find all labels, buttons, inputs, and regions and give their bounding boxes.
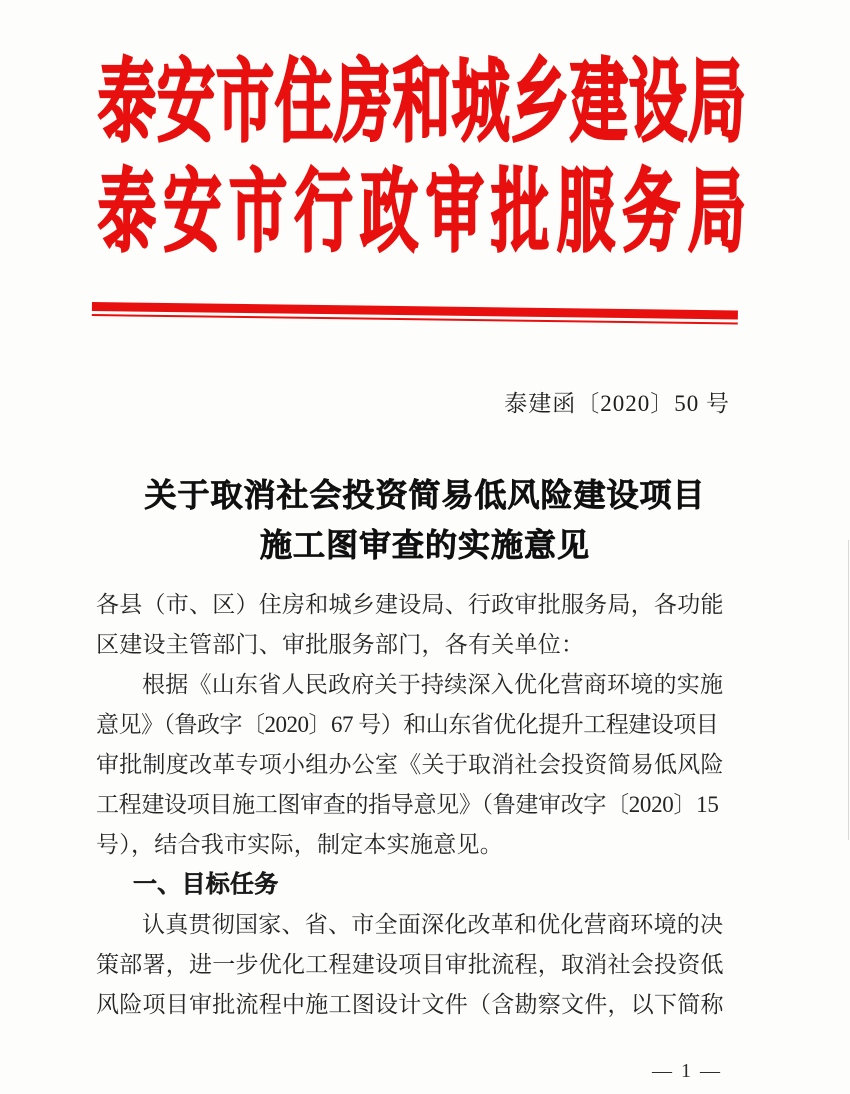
letterhead-char: 安 [156, 51, 215, 153]
body-line: 风险项目审批流程中施工图设计文件（含勘察文件，以下简称 [96, 992, 724, 1017]
letterhead-char: 城 [451, 51, 510, 153]
section-heading: 一、目标任务 [133, 871, 279, 898]
letterhead-char: 市 [229, 161, 288, 263]
body-line: 号），结合我市实际，制定本实施意见。 [96, 832, 503, 857]
letterhead-char: 设 [628, 51, 687, 153]
letterhead-char: 泰 [98, 161, 157, 263]
letterhead-char: 安 [163, 161, 222, 263]
letterhead-line-1 [98, 51, 746, 153]
page-number: — 1 — [652, 1060, 722, 1082]
scan-edge-artifact [848, 540, 849, 840]
letterhead-char: 房 [333, 51, 392, 153]
doc-number: 泰建函〔2020〕50 号 [504, 391, 730, 416]
body-line: 工程建设项目施工图审查的指导意见》（鲁建审改字〔2020〕15 [96, 792, 719, 817]
letterhead-char: 局 [687, 51, 746, 153]
letterhead-char: 乡 [510, 51, 569, 153]
title-line-1: 关于取消社会投资简易低风险建设项目 [144, 477, 706, 513]
letterhead-char: 建 [569, 51, 628, 153]
letterhead-char: 审 [425, 161, 484, 263]
letterhead-char: 住 [274, 51, 333, 153]
letterhead-char: 批 [491, 161, 550, 263]
document-title [0, 470, 850, 570]
body-line: 各县（市、区）住房和城乡建设局、行政审批服务局，各功能 [96, 592, 724, 617]
body-line: 认真贯彻国家、省、市全面深化改革和优化营商环境的决 [142, 912, 724, 937]
letterhead-line-2 [98, 161, 746, 263]
body-line: 意见》（鲁政字〔2020〕67 号）和山东省优化提升工程建设项目 [96, 712, 719, 737]
body-line: 审批制度改革专项小组办公室《关于取消社会投资简易低风险 [96, 752, 724, 777]
letterhead-char: 局 [687, 161, 746, 263]
body-line: 策部署，进一步优化工程建设项目审批流程，取消社会投资低 [96, 952, 724, 977]
letterhead-char: 服 [556, 161, 615, 263]
letterhead-char: 市 [215, 51, 274, 153]
red-separator-rule [92, 302, 738, 324]
body-line: 区建设主管部门、审批服务部门，各有关单位： [96, 632, 585, 657]
letterhead-char: 和 [392, 51, 451, 153]
body-line: 根据《山东省人民政府关于持续深入优化营商环境的实施 [142, 672, 724, 697]
letterhead-char: 务 [622, 161, 681, 263]
letterhead-char: 泰 [98, 51, 157, 153]
letterhead-char: 行 [294, 161, 353, 263]
title-line-2: 施工图审查的实施意见 [259, 527, 590, 563]
letterhead-char: 政 [360, 161, 419, 263]
document-body [96, 588, 726, 1028]
